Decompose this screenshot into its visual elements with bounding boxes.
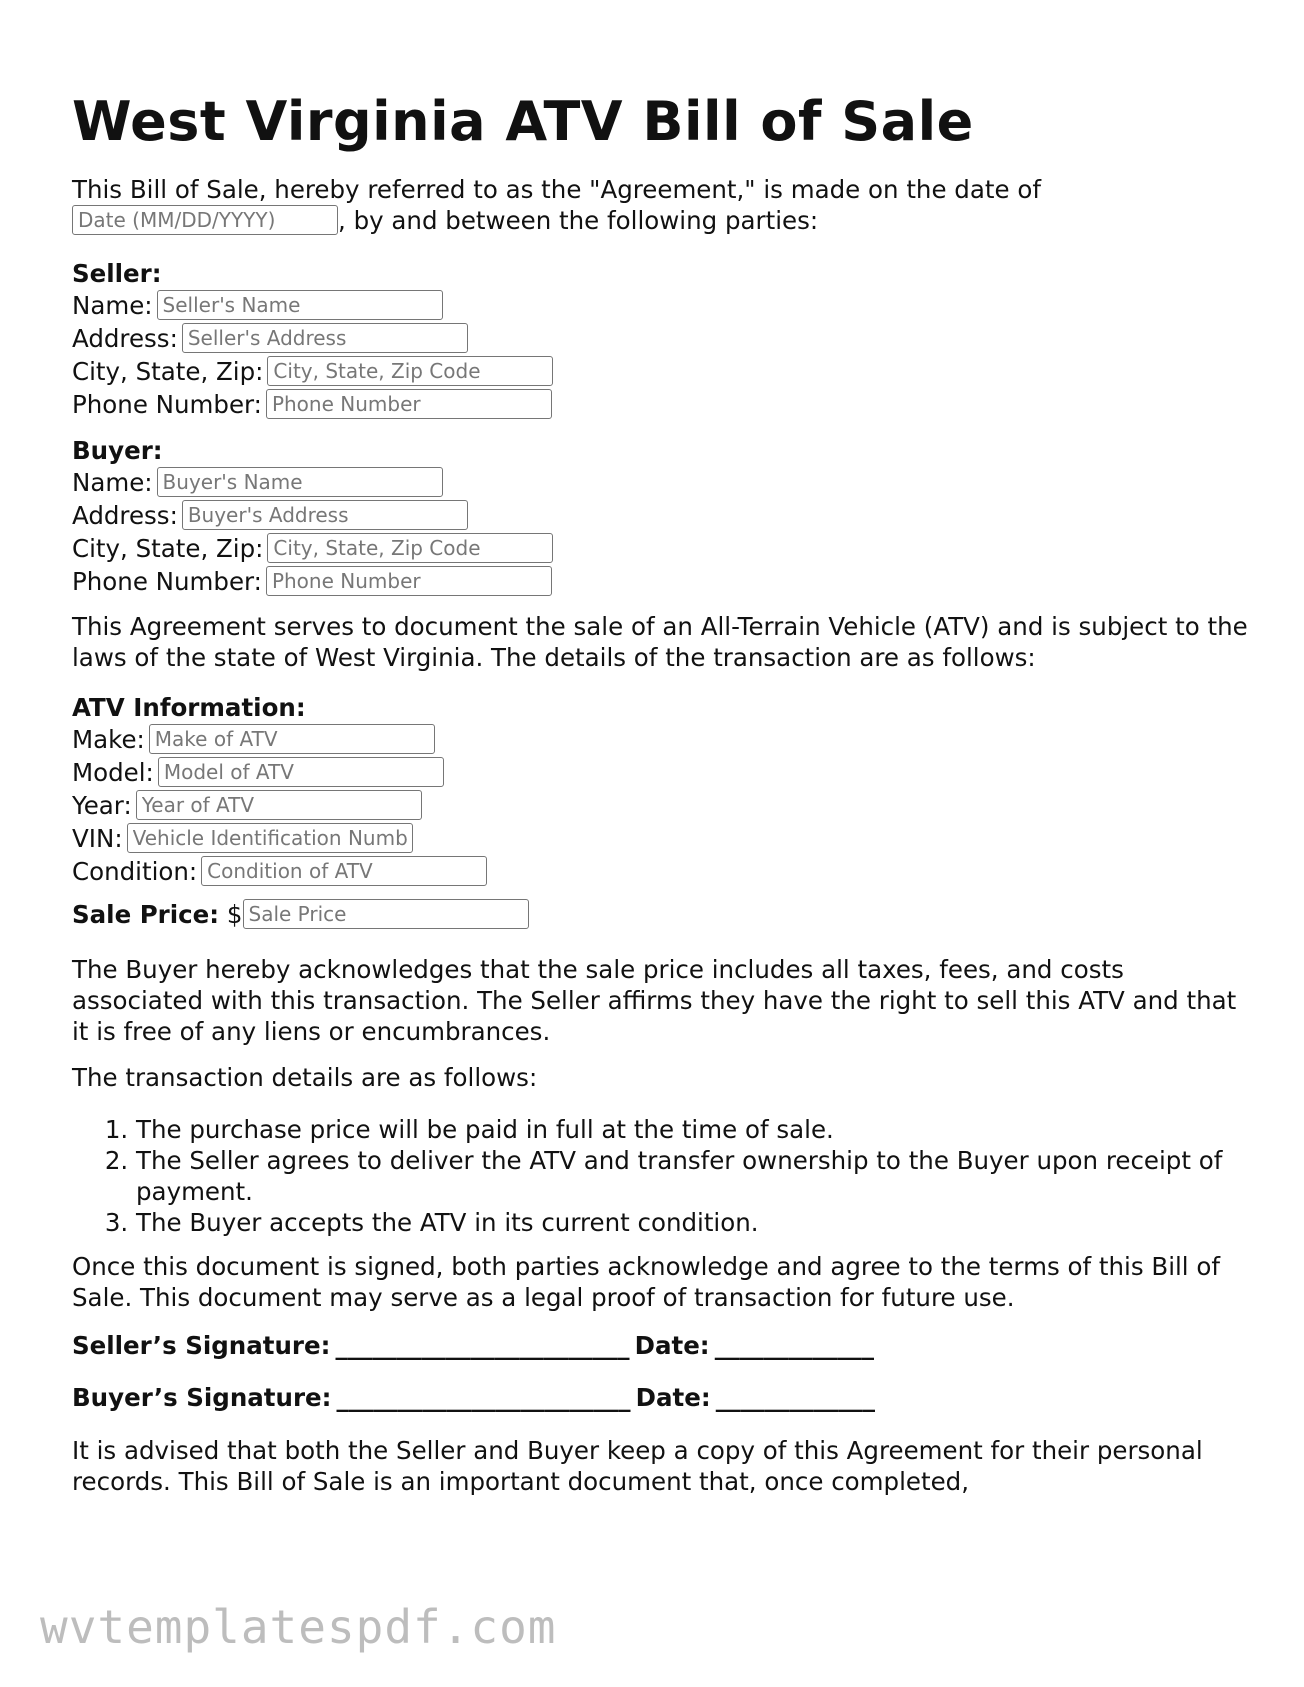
seller-date-line[interactable]: _____________	[714, 1331, 874, 1360]
seller-address-label: Address:	[72, 324, 178, 353]
buyer-section	[72, 435, 1252, 598]
atv-vin-label: VIN:	[72, 824, 123, 853]
atv-model-row	[72, 756, 1252, 789]
seller-city-label: City, State, Zip:	[72, 357, 264, 386]
list-item: 3. The Buyer accepts the ATV in its current condition.	[136, 1207, 1252, 1238]
sale-price-input[interactable]	[243, 899, 529, 929]
intro-text: This Bill of Sale, hereby referred to as the "Agreement," is made on the date of	[72, 175, 1041, 204]
transaction-intro: The transaction details are as follows:	[72, 1063, 538, 1092]
transaction-list-wrapper	[72, 1114, 1252, 1238]
buyer-signature-line[interactable]: ________________________	[336, 1383, 631, 1412]
sale-price-row	[72, 898, 1252, 931]
atv-model-input[interactable]	[158, 757, 444, 787]
closing-paragraph: Once this document is signed, both parties acknowledge and agree to the terms of this Bill of Sale. This document may serve as a legal proof of transaction for future use.	[72, 1252, 1221, 1312]
seller-name-input[interactable]	[157, 290, 443, 320]
buyer-phone-input[interactable]	[266, 566, 552, 596]
seller-address-input[interactable]	[182, 323, 468, 353]
buyer-address-row	[72, 499, 1252, 532]
agreement-date-input[interactable]	[72, 205, 338, 235]
buyer-address-input[interactable]	[182, 500, 468, 530]
atv-vin-input[interactable]	[127, 823, 413, 853]
buyer-name-input[interactable]	[157, 467, 443, 497]
buyer-city-input[interactable]	[267, 533, 553, 563]
atv-year-label: Year:	[72, 791, 132, 820]
seller-date-label: Date:	[634, 1331, 710, 1360]
seller-heading: Seller:	[72, 259, 162, 288]
atv-make-input[interactable]	[149, 724, 435, 754]
list-item: 2. The Seller agrees to deliver the ATV and transfer ownership to the Buyer upon receipt of payment.	[136, 1145, 1252, 1207]
intro-paragraph	[72, 174, 1252, 237]
atv-condition-input[interactable]	[201, 856, 487, 886]
atv-condition-row	[72, 855, 1252, 888]
page-title: West Virginia ATV Bill of Sale	[72, 90, 974, 153]
seller-name-label: Name:	[72, 291, 153, 320]
atv-condition-label: Condition:	[72, 857, 198, 886]
buyer-phone-row	[72, 565, 1252, 598]
atv-section	[72, 692, 1252, 888]
seller-phone-row	[72, 388, 1252, 421]
seller-name-row	[72, 289, 1252, 322]
site-watermark: wvtemplatespdf.com	[40, 1600, 557, 1654]
seller-phone-label: Phone Number:	[72, 390, 262, 419]
seller-section	[72, 258, 1252, 421]
seller-city-row	[72, 355, 1252, 388]
seller-signature-row	[72, 1330, 1252, 1361]
seller-phone-input[interactable]	[266, 389, 552, 419]
seller-signature-line[interactable]: ________________________	[335, 1331, 630, 1360]
acknowledgement-paragraph: The Buyer hereby acknowledges that the sale price includes all taxes, fees, and costs associated with this transaction. The Seller affirms they have the right to sell this ATV and that it is free of any liens or encumbrances.	[72, 955, 1237, 1046]
intro-text-after: , by and between the following parties:	[338, 206, 819, 235]
atv-heading: ATV Information:	[72, 693, 306, 722]
atv-make-row	[72, 723, 1252, 756]
currency-symbol: $	[226, 900, 243, 929]
seller-signature-label: Seller’s Signature:	[72, 1331, 331, 1360]
buyer-city-row	[72, 532, 1252, 565]
list-item: 1. The purchase price will be paid in full at the time of sale.	[136, 1114, 1252, 1145]
buyer-phone-label: Phone Number:	[72, 567, 262, 596]
transaction-list	[72, 1114, 1252, 1238]
atv-year-input[interactable]	[136, 790, 422, 820]
buyer-city-label: City, State, Zip:	[72, 534, 264, 563]
atv-model-label: Model:	[72, 758, 154, 787]
buyer-signature-label: Buyer’s Signature:	[72, 1383, 332, 1412]
sale-price-label: Sale Price:	[72, 900, 220, 929]
buyer-name-row	[72, 466, 1252, 499]
atv-year-row	[72, 789, 1252, 822]
buyer-date-label: Date:	[635, 1383, 711, 1412]
buyer-name-label: Name:	[72, 468, 153, 497]
buyer-address-label: Address:	[72, 501, 178, 530]
agreement-paragraph: This Agreement serves to document the sale of an All-Terrain Vehicle (ATV) and is subject to the laws of the state of West Virginia. The details of the transaction are as follows:	[72, 612, 1248, 672]
buyer-signature-row	[72, 1382, 1252, 1413]
advice-paragraph: It is advised that both the Seller and Buyer keep a copy of this Agreement for their personal records. This Bill of Sale is an important document that, once completed,	[72, 1436, 1203, 1496]
seller-address-row	[72, 322, 1252, 355]
atv-make-label: Make:	[72, 725, 145, 754]
buyer-heading: Buyer:	[72, 436, 163, 465]
atv-vin-row	[72, 822, 1252, 855]
buyer-date-line[interactable]: _____________	[715, 1383, 875, 1412]
seller-city-input[interactable]	[267, 356, 553, 386]
